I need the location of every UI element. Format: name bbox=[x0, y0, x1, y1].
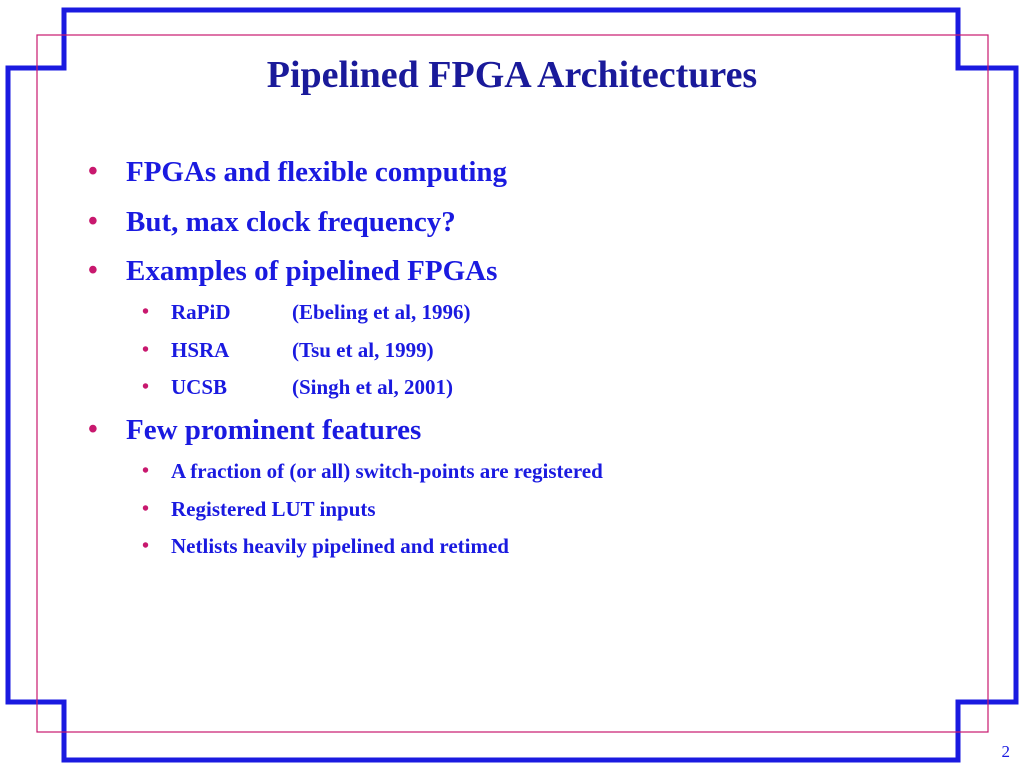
sub-bullet-icon: • bbox=[142, 301, 150, 323]
sub-bullet-item bbox=[142, 298, 471, 326]
bullet-icon: • bbox=[88, 156, 98, 187]
architecture-name: UCSB bbox=[171, 375, 228, 399]
sub-bullet-text: Registered LUT inputs bbox=[171, 497, 376, 521]
slide-title: Pipelined FPGA Architectures bbox=[266, 54, 758, 96]
architecture-reference: (Ebeling et al, 1996) bbox=[292, 300, 471, 324]
sub-bullet-icon: • bbox=[142, 339, 150, 361]
architecture-name: HSRA bbox=[171, 338, 230, 362]
sub-bullet-item bbox=[142, 495, 376, 523]
sub-bullet-icon: • bbox=[142, 376, 150, 398]
bullet-item bbox=[88, 204, 456, 240]
outer-border bbox=[8, 10, 1016, 760]
sub-bullet-item bbox=[142, 457, 603, 485]
sub-bullet-item bbox=[142, 336, 434, 364]
sub-bullet-text: Netlists heavily pipelined and retimed bbox=[171, 534, 509, 558]
bullet-text: Examples of pipelined FPGAs bbox=[126, 255, 498, 287]
bullet-icon: • bbox=[88, 414, 98, 445]
sub-bullet-item bbox=[142, 373, 454, 401]
bullet-item bbox=[88, 253, 498, 289]
architecture-name: RaPiD bbox=[171, 300, 231, 324]
bullet-item bbox=[88, 412, 422, 448]
sub-bullet-icon: • bbox=[142, 460, 150, 482]
sub-bullet-icon: • bbox=[142, 535, 150, 557]
bullet-icon: • bbox=[88, 206, 98, 237]
bullet-text: Few prominent features bbox=[126, 414, 422, 446]
bullet-text: But, max clock frequency? bbox=[126, 206, 456, 238]
bullet-text: FPGAs and flexible computing bbox=[126, 156, 508, 188]
architecture-reference: (Singh et al, 2001) bbox=[292, 375, 454, 399]
bullet-item bbox=[88, 154, 508, 190]
page-number: 2 bbox=[1001, 742, 1010, 761]
architecture-reference: (Tsu et al, 1999) bbox=[292, 338, 434, 362]
sub-bullet-item bbox=[142, 532, 509, 560]
bullet-icon: • bbox=[88, 255, 98, 286]
sub-bullet-text: A fraction of (or all) switch-points are registered bbox=[171, 459, 603, 483]
sub-bullet-icon: • bbox=[142, 498, 150, 520]
